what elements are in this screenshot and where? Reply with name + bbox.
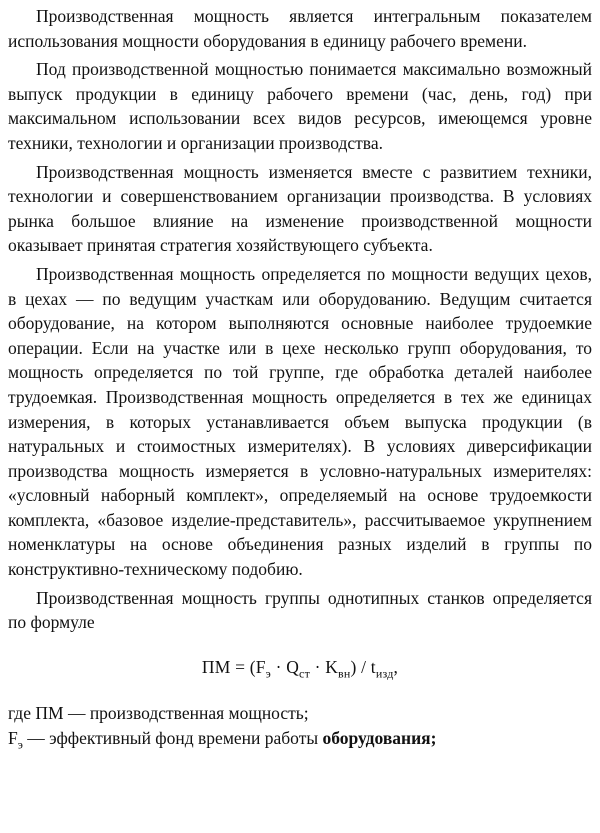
capacity-formula: ПМ = $(F_э \cdot Q_{ст} \cdot K_{вн}) / t_{изд}$,	[201, 656, 399, 681]
definition-pm: где ПМ — производственная мощность;	[8, 703, 309, 724]
paragraph-formula-intro: Производственная мощность группы однотипных станков определяется по формуле	[8, 587, 592, 633]
paragraph-intro: Производственная мощность является интегральным показателем использования мощности оборудования в единицу рабочего времени.	[8, 6, 592, 51]
paragraph-definition: Под производственной мощностью понимается максимально возможный выпуск продукции в единицу рабочего времени (час, день, год) при максимальном использовании всех видов ресурсов, имеющемся уровне техники, технологии и организации производства.	[8, 59, 592, 153]
paragraph-development: Производственная мощность изменяется вместе с развитием техники, технологии и совершенствованием организации производства. В условиях рынка большое влияние на изменение производственной мощности оказывает принятая стратегия хозяйствующего субъекта.	[8, 161, 592, 256]
paragraph-measurement: Производственная мощность определяется по мощности ведущих цехов, в цехах — по ведущим участкам или оборудованию. Ведущим считается оборудование, на котором выполняются основные наиболее трудоемкие операции. Если на участке или в цехе несколько групп оборудования, то мощность определяется по той группе, где обработка деталей наиболее трудоемкая. Производственная мощность определяется в тех же единицах измерения, в которых устанавливается объем выпуска продукции (в натуральных и стоимостных измерителях). В условиях диверсификации производства мощность измеряется в условно-натуральных измерителях: «условный наборный комплект», определяемый на основе трудоемкости комплекта, «базовое изделие-представитель», рассчитываемое укрупнением номенклатуры на основе объединения разных изделий в группы по конструктивно-техническому подобию.	[8, 263, 592, 580]
definition-fe: $F_э$ — эффективный фонд времени работы оборудования;	[8, 728, 437, 752]
